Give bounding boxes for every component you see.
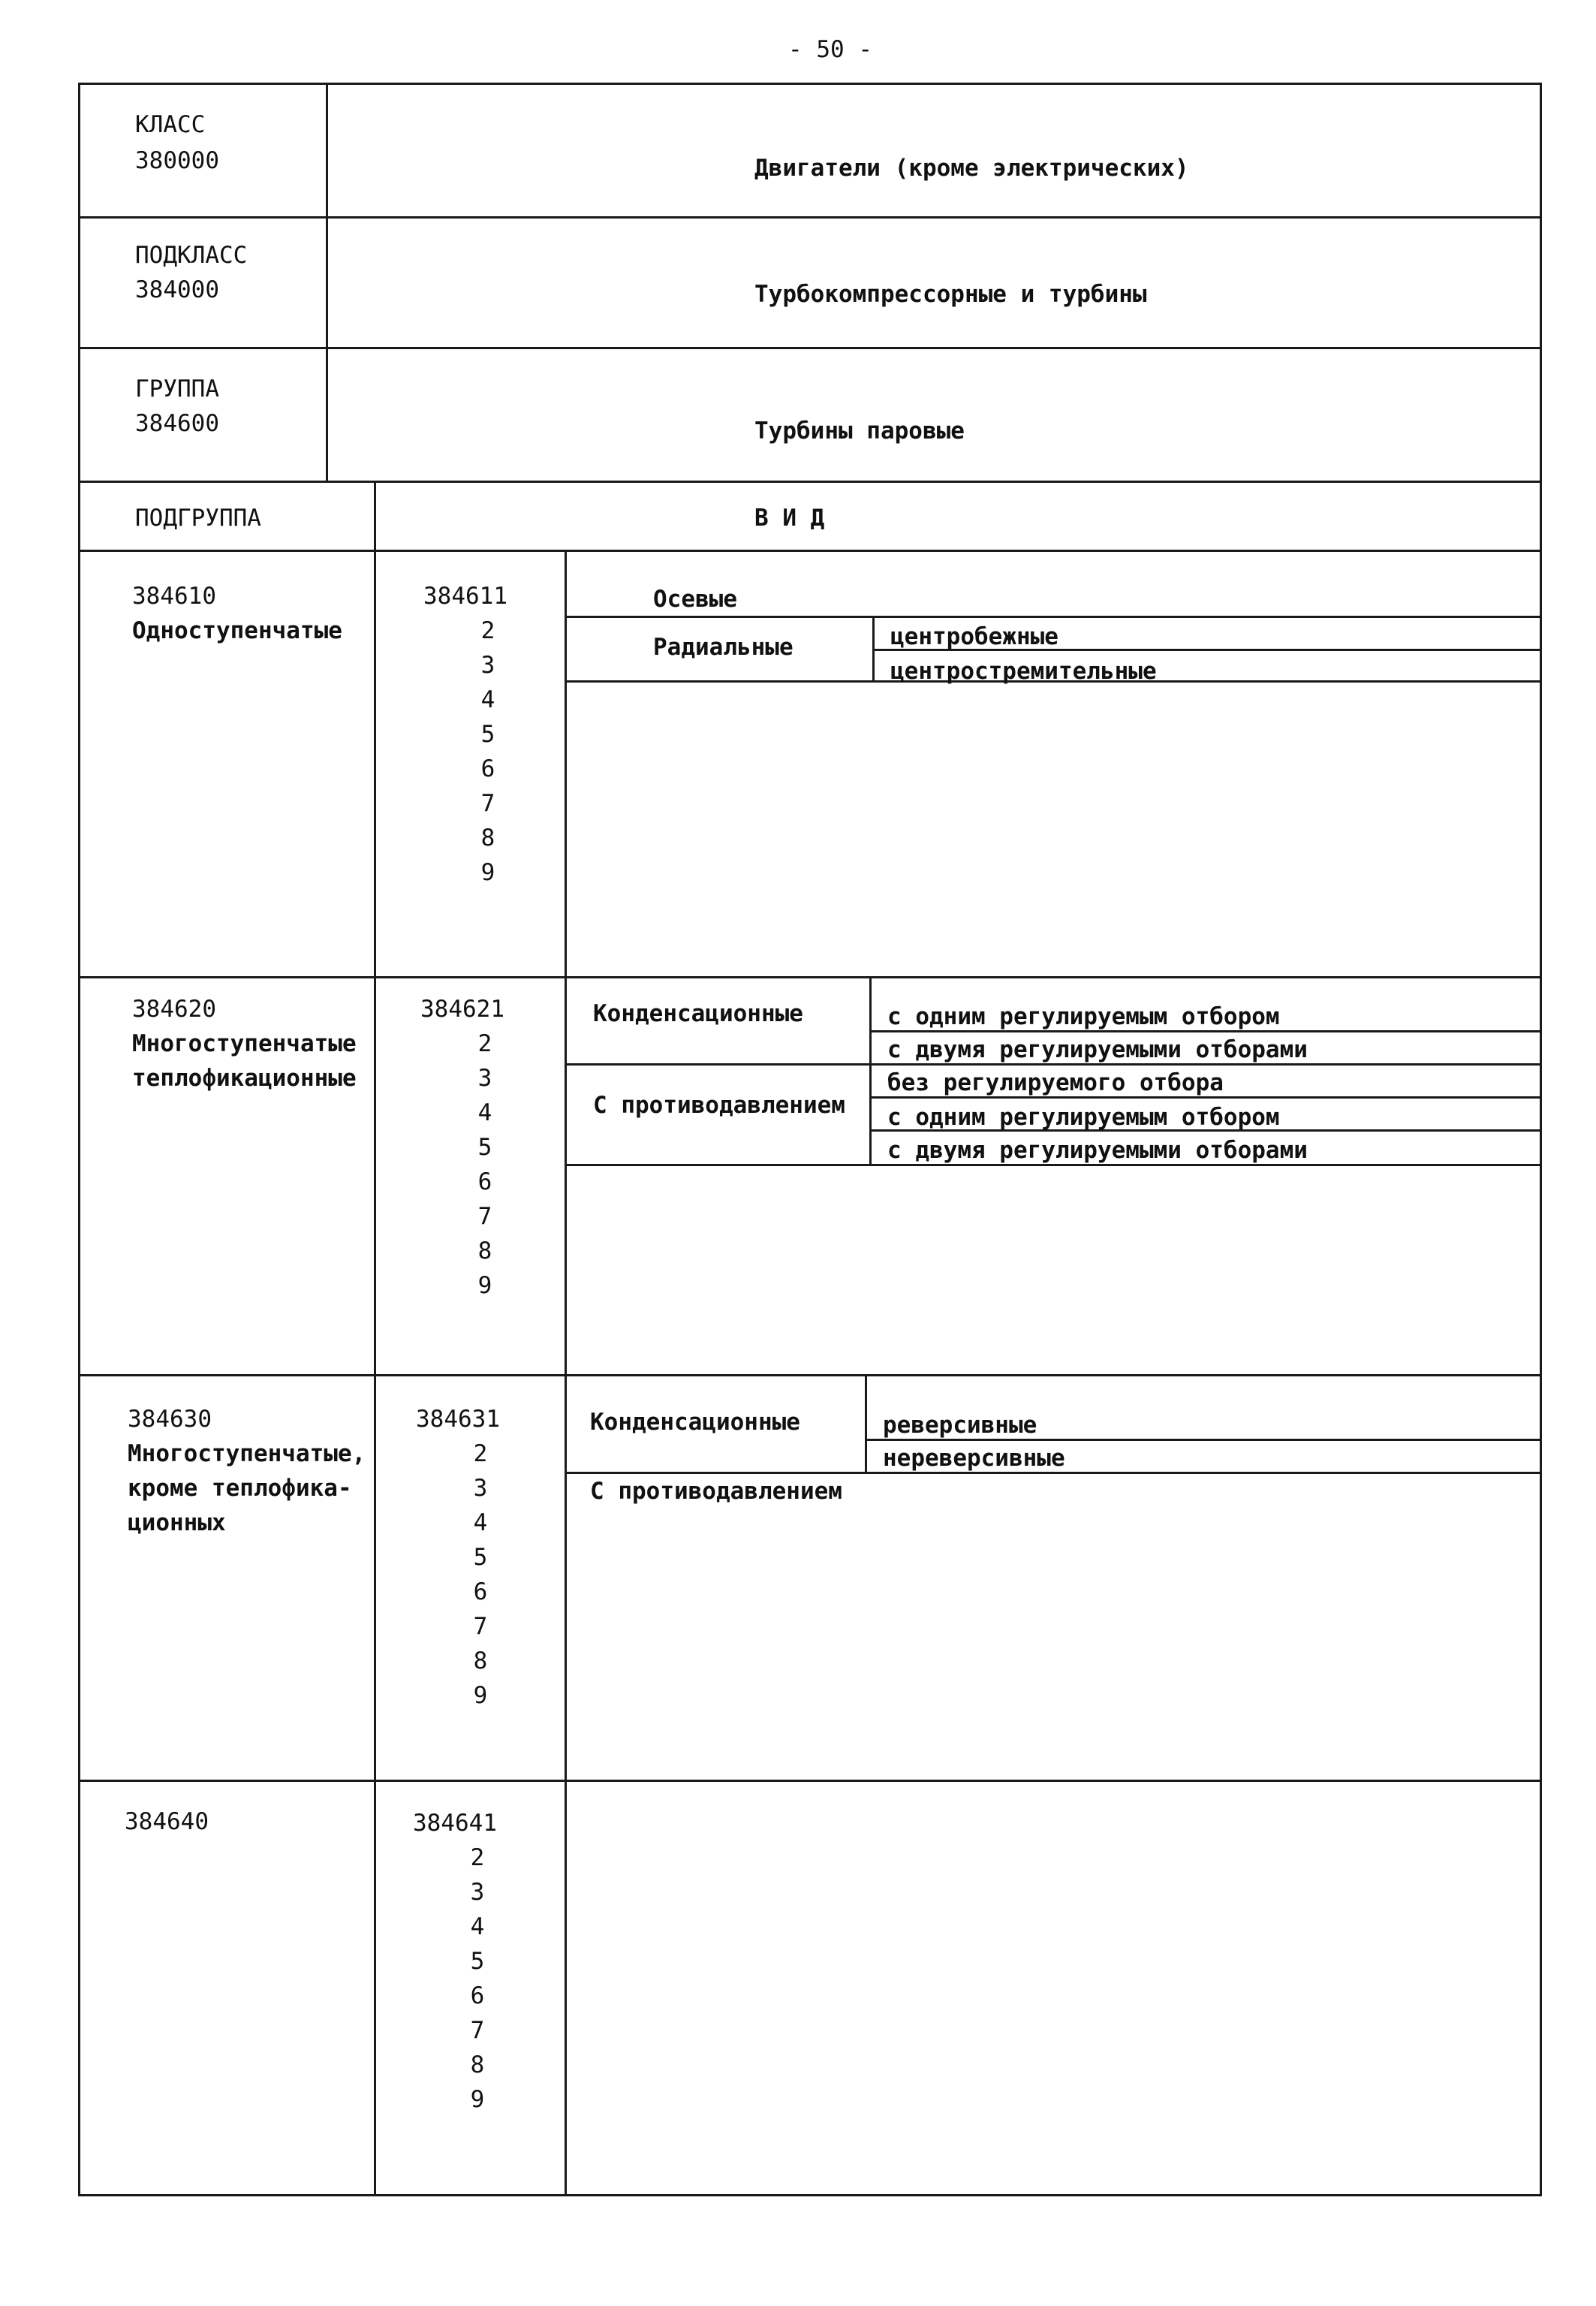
number-item: 5: [470, 1948, 485, 1975]
kind-condensing: Конденсационные: [593, 1000, 803, 1027]
kind-no-extraction: без регулируемого отбора: [887, 1069, 1224, 1096]
subclass-label: ПОДКЛАСС: [135, 242, 248, 269]
number-item: 4: [473, 1509, 488, 1536]
group-code: 384600: [135, 410, 219, 437]
subgroup-name-line: Многоступенчатые,: [128, 1440, 366, 1467]
kind-one-extraction: с одним регулируемым отбором: [887, 1104, 1280, 1131]
group-title: Турбины паровые: [754, 417, 965, 445]
number-item: 6: [473, 1578, 488, 1605]
subgroup-code: 384620: [132, 996, 216, 1023]
kind-non-reversible: нереверсивные: [883, 1445, 1065, 1472]
number-item: 4: [480, 686, 495, 713]
number-item: 9: [477, 1272, 492, 1299]
number-item: 384611: [423, 583, 507, 610]
page-number: - 50 -: [788, 36, 872, 63]
number-item: 2: [480, 617, 495, 644]
number-item: 9: [473, 1682, 488, 1709]
number-item: 5: [480, 721, 495, 748]
kind-axial: Осевые: [653, 586, 737, 613]
kind-one-extraction: с одним регулируемым отбором: [887, 1003, 1280, 1030]
subgroup-name-line: ционных: [128, 1509, 226, 1536]
group-label: ГРУППА: [135, 375, 219, 402]
number-item: 3: [473, 1475, 488, 1502]
number-item: 4: [477, 1099, 492, 1126]
kind-back-pressure: С противодавлением: [590, 1478, 842, 1505]
number-item: 8: [480, 824, 495, 852]
subgroup-name-line: теплофикационные: [132, 1065, 357, 1092]
kind-centripetal: центростремительные: [890, 658, 1157, 685]
kind-centrifugal: центробежные: [890, 623, 1058, 650]
number-item: 384621: [420, 996, 504, 1023]
kind-radial: Радиальные: [653, 634, 793, 661]
number-item: 6: [480, 755, 495, 782]
kind-condensing: Конденсационные: [590, 1409, 800, 1436]
number-item: 2: [470, 1844, 485, 1871]
kind-two-extractions: с двумя регулируемыми отборами: [887, 1137, 1308, 1164]
number-item: 7: [470, 2017, 485, 2044]
number-item: 7: [480, 790, 495, 817]
number-item: 2: [477, 1030, 492, 1057]
subgroup-name-line: Многоступенчатые: [132, 1030, 357, 1057]
subgroup-code: 384630: [128, 1406, 212, 1433]
number-item: 5: [473, 1544, 488, 1571]
kind-two-extractions: с двумя регулируемыми отборами: [887, 1036, 1308, 1063]
subclass-code: 384000: [135, 276, 219, 303]
subgroup-name: Одноступенчатые: [132, 617, 342, 644]
number-item: 5: [477, 1134, 492, 1161]
number-item: 384631: [416, 1406, 500, 1433]
number-item: 3: [477, 1065, 492, 1092]
subgroup-name-line: кроме теплофика-: [128, 1475, 352, 1502]
number-item: 7: [477, 1203, 492, 1230]
kind-column-header: В И Д: [754, 505, 825, 532]
number-item: 9: [480, 859, 495, 886]
class-code: 380000: [135, 147, 219, 174]
number-item: 6: [477, 1168, 492, 1195]
number-item: 2: [473, 1440, 488, 1467]
number-item: 8: [477, 1237, 492, 1265]
number-item: 9: [470, 2086, 485, 2113]
number-item: 4: [470, 1913, 485, 1940]
number-item: 6: [470, 1982, 485, 2009]
number-item: 8: [470, 2051, 485, 2078]
class-label: КЛАСС: [135, 111, 206, 138]
subgroup-code: 384640: [125, 1808, 209, 1835]
kind-reversible: реверсивные: [883, 1412, 1037, 1439]
subgroup-column-header: ПОДГРУППА: [135, 505, 261, 532]
number-item: 3: [470, 1879, 485, 1906]
kind-back-pressure: С противодавлением: [593, 1092, 845, 1119]
number-item: 384641: [413, 1810, 497, 1837]
subclass-title: Турбокомпрессорные и турбины: [754, 281, 1147, 308]
number-item: 3: [480, 652, 495, 679]
number-item: 8: [473, 1647, 488, 1674]
number-item: 7: [473, 1613, 488, 1640]
class-title: Двигатели (кроме электрических): [754, 155, 1189, 182]
subgroup-code: 384610: [132, 583, 216, 610]
